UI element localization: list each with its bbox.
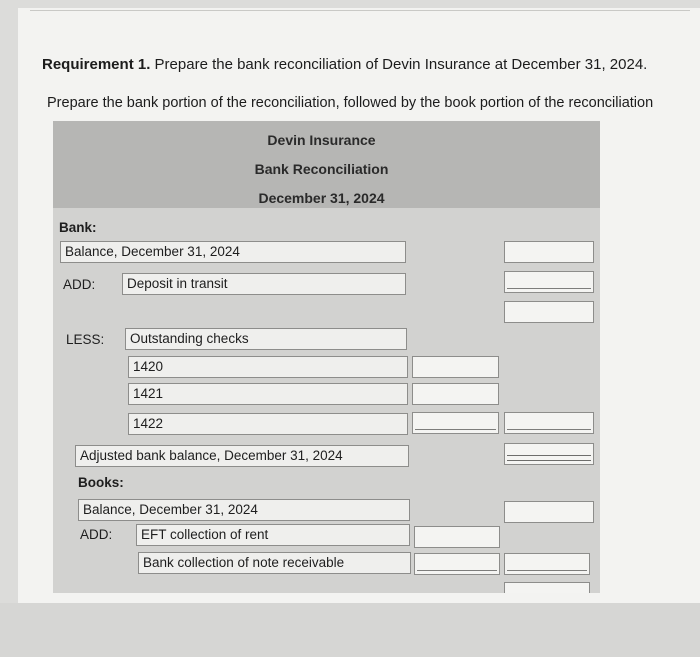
worksheet-header <box>53 121 600 208</box>
requirement-text: Prepare the bank reconciliation of Devin Insurance at December 31, 2024. <box>150 56 648 73</box>
check-1422-field[interactable]: 1422 <box>128 413 408 435</box>
bank-balance-field[interactable]: Balance, December 31, 2024 <box>60 241 406 263</box>
note-collection-field[interactable]: Bank collection of note receivable <box>138 552 411 574</box>
note-collection-amount[interactable] <box>414 553 500 575</box>
adjusted-bank-balance-field[interactable]: Adjusted bank balance, December 31, 2024 <box>75 445 409 467</box>
check-1421-amount[interactable] <box>412 383 499 405</box>
deposit-in-transit-amount[interactable] <box>504 271 594 293</box>
adjusted-bank-balance-amount[interactable] <box>504 443 594 465</box>
bank-section-label: Bank: <box>59 220 97 235</box>
divider <box>30 10 690 11</box>
check-1420-amount[interactable] <box>412 356 499 378</box>
instruction-text: Prepare the bank portion of the reconciliation, followed by the book portion of the reconciliation <box>47 95 654 111</box>
deposit-in-transit-field[interactable]: Deposit in transit <box>122 273 406 295</box>
bank-less-label: LESS: <box>66 332 105 347</box>
report-date: December 31, 2024 <box>258 190 385 206</box>
bank-balance-amount[interactable] <box>504 241 594 263</box>
company-name: Devin Insurance <box>267 132 376 148</box>
book-balance-amount[interactable] <box>504 501 594 523</box>
book-subtotal-amount[interactable] <box>504 582 590 593</box>
book-balance-field[interactable]: Balance, December 31, 2024 <box>78 499 410 521</box>
bank-add-label: ADD: <box>63 277 96 292</box>
reconciliation-worksheet <box>53 121 600 593</box>
check-1422-amount[interactable] <box>412 412 499 434</box>
check-1420-field[interactable]: 1420 <box>128 356 408 378</box>
page-footer-area <box>0 603 700 657</box>
books-add-label: ADD: <box>80 527 113 542</box>
check-1421-field[interactable]: 1421 <box>128 383 408 405</box>
book-additions-total[interactable] <box>504 553 590 575</box>
outstanding-checks-total[interactable] <box>504 412 594 434</box>
requirement-heading <box>42 56 647 73</box>
bank-subtotal-amount[interactable] <box>504 301 594 323</box>
eft-collection-amount[interactable] <box>414 526 500 548</box>
eft-collection-field[interactable]: EFT collection of rent <box>136 524 410 546</box>
books-section-label: Books: <box>78 475 124 490</box>
outstanding-checks-field[interactable]: Outstanding checks <box>125 328 407 350</box>
requirement-label: Requirement 1. <box>42 56 151 73</box>
report-title: Bank Reconciliation <box>254 161 389 177</box>
